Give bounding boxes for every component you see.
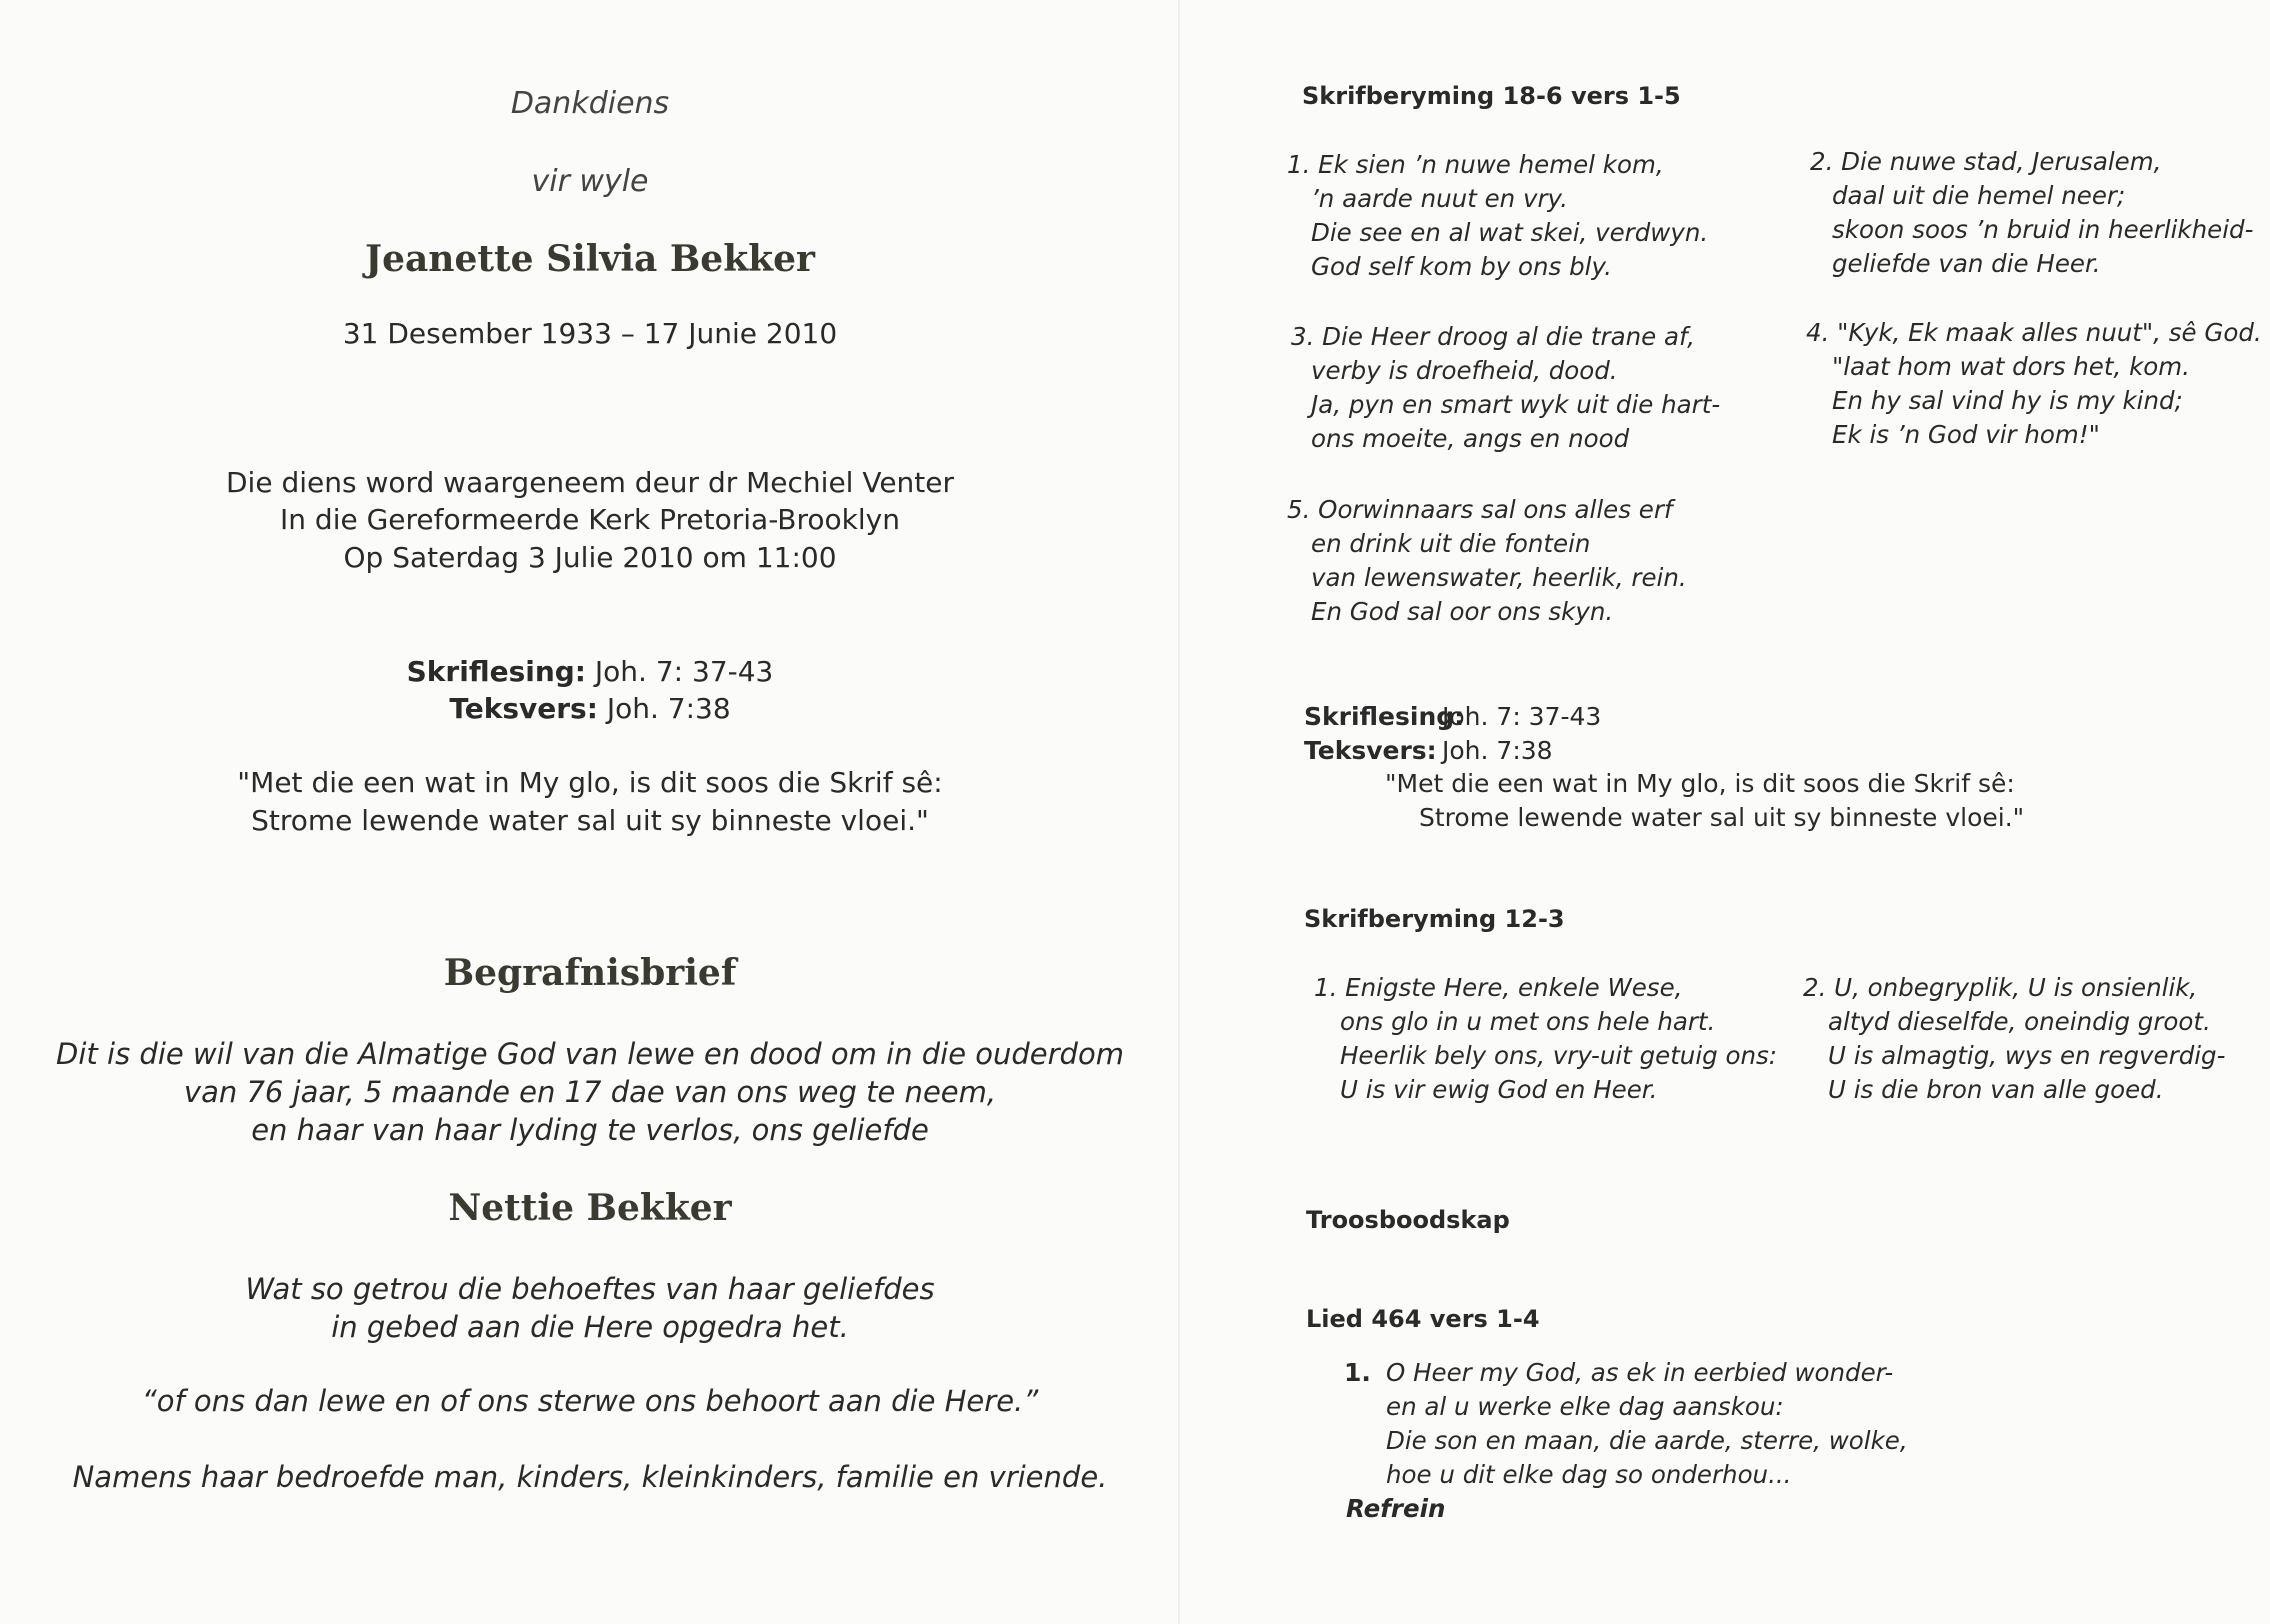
page-fold <box>1178 0 1180 1624</box>
refrein-label: Refrein <box>1346 1494 1446 1523</box>
troosboodskap-heading: Troosboodskap <box>1306 1206 1510 1234</box>
hymn2-title: Skrifberyming 12-3 <box>1304 905 1565 933</box>
lied-line-1: O Heer my God, as ek in eerbied wonder- <box>1386 1358 1894 1387</box>
service-line-3: Op Saterdag 3 Julie 2010 om 11:00 <box>343 541 837 574</box>
hymn1-v3-line-1: 3. Die Heer droog al die trane af, <box>1291 322 1695 351</box>
hymn2-v2-line-2: altyd dieselfde, oneindig groot. <box>1828 1007 2211 1036</box>
life-dates: 31 Desember 1933 – 17 Junie 2010 <box>342 317 838 350</box>
hymn1-v1-line-4: God self kom by ons bly. <box>1311 252 1612 281</box>
lied-title: Lied 464 vers 1-4 <box>1306 1305 1540 1333</box>
hymn1-v2-line-3: skoon soos ’n bruid in heerlikheid- <box>1832 215 2254 244</box>
hymn1-v2-line-2: daal uit die hemel neer; <box>1832 181 2126 210</box>
hymn1-v4-line-3: En hy sal vind hy is my kind; <box>1832 386 2183 415</box>
r-skriflesing-value: Joh. 7: 37-43 <box>1442 702 1602 731</box>
r-skriflesing-label: Skriflesing: <box>1304 702 1465 731</box>
scripture-quote: “of ons dan lewe en of ons sterwe ons behoort aan die Here.” <box>141 1384 1039 1418</box>
hymn2-v2-line-3: U is almagtig, wys en regverdig- <box>1828 1041 2226 1070</box>
hymn2-v1-line-2: ons glo in u met ons hele hart. <box>1340 1007 1716 1036</box>
hymn1-v5-line-2: en drink uit die fontein <box>1311 529 1591 558</box>
skriflesing-value: Joh. 7: 37-43 <box>594 655 774 688</box>
deceased-short-name: Nettie Bekker <box>448 1187 732 1229</box>
letter-line-2: van 76 jaar, 5 maande en 17 dae van ons weg te neem, <box>183 1075 997 1109</box>
hymn1-v1-line-1: 1. Ek sien ’n nuwe hemel kom, <box>1287 150 1664 179</box>
hymn1-v5-line-3: van lewenswater, heerlik, rein. <box>1311 563 1687 592</box>
hymn2-v2-line-1: 2. U, onbegryplik, U is onsienlik, <box>1803 973 2198 1002</box>
r-teksvers-value: Joh. 7:38 <box>1442 736 1553 765</box>
signoff: Namens haar bedroefde man, kinders, kleinkinders, familie en vriende. <box>72 1460 1108 1494</box>
hymn2-v2-line-4: U is die bron van alle goed. <box>1828 1075 2164 1104</box>
hymn1-title: Skrifberyming 18-6 vers 1-5 <box>1302 82 1681 110</box>
tribute-line-1: Wat so getrou die behoeftes van haar geliefdes <box>245 1272 935 1306</box>
heading-dankdiens: Dankdiens <box>510 86 670 121</box>
hymn2-v1-line-3: Heerlik bely ons, vry-uit getuig ons: <box>1340 1041 1778 1070</box>
lied-line-4: hoe u dit elke dag so onderhou... <box>1386 1460 1792 1489</box>
heading-begrafnisbrief: Begrafnisbrief <box>443 952 737 994</box>
service-line-2: In die Gereformeerde Kerk Pretoria-Brooklyn <box>280 503 900 536</box>
hymn2-v1-line-4: U is vir ewig God en Heer. <box>1340 1075 1658 1104</box>
skriflesing-label: Skriflesing: <box>406 655 587 688</box>
teksvers-label: Teksvers: <box>449 692 598 725</box>
hymn1-v4-line-1: 4. "Kyk, Ek maak alles nuut", sê God. <box>1806 318 2262 347</box>
hymn2-v1-line-1: 1. Enigste Here, enkele Wese, <box>1314 973 1683 1002</box>
hymn1-v5-line-1: 5. Oorwinnaars sal ons alles erf <box>1287 495 1673 524</box>
hymn1-v1-line-2: ’n aarde nuut en vry. <box>1311 184 1568 213</box>
teksvers-line <box>449 692 730 725</box>
hymn1-v2-line-4: geliefde van die Heer. <box>1832 249 2101 278</box>
skriflesing-line <box>407 655 774 688</box>
quote-line-1: "Met die een wat in My glo, is dit soos die Skrif sê: <box>237 766 943 799</box>
lied-line-2: en al u werke elke dag aanskou: <box>1386 1392 1784 1421</box>
hymn1-v2-line-1: 2. Die nuwe stad, Jerusalem, <box>1810 147 2162 176</box>
hymn1-v3-line-3: Ja, pyn en smart wyk uit die hart- <box>1311 390 1721 419</box>
quote-line-2: Strome lewende water sal uit sy binneste vloei." <box>251 804 929 837</box>
hymn1-v5-line-4: En God sal oor ons skyn. <box>1311 597 1614 626</box>
heading-vir-wyle: vir wyle <box>531 164 649 199</box>
hymn1-v4-line-2: "laat hom wat dors het, kom. <box>1832 352 2190 381</box>
r-quote-line-1: "Met die een wat in My glo, is dit soos die Skrif sê: <box>1385 769 2015 798</box>
letter-line-1: Dit is die wil van die Almatige God van lewe en dood om in die ouderdom <box>56 1037 1124 1071</box>
service-line-1: Die diens word waargeneem deur dr Mechiel Venter <box>225 466 955 499</box>
hymn1-v1-line-3: Die see en al wat skei, verdwyn. <box>1311 218 1709 247</box>
tribute-line-2: in gebed aan die Here opgedra het. <box>331 1310 849 1344</box>
hymn1-v3-line-2: verby is droefheid, dood. <box>1311 356 1618 385</box>
lied-verse-number: 1. <box>1344 1358 1371 1387</box>
hymn1-v3-line-4: ons moeite, angs en nood <box>1311 424 1630 453</box>
lied-line-3: Die son en maan, die aarde, sterre, wolke, <box>1386 1426 1908 1455</box>
r-teksvers-label: Teksvers: <box>1304 736 1437 765</box>
r-quote-line-2: Strome lewende water sal uit sy binneste vloei." <box>1419 803 2025 832</box>
letter-line-3: en haar van haar lyding te verlos, ons geliefde <box>251 1113 929 1147</box>
teksvers-value: Joh. 7:38 <box>606 692 731 725</box>
hymn1-v4-line-4: Ek is ’n God vir hom!" <box>1832 420 2100 449</box>
deceased-full-name: Jeanette Silvia Bekker <box>365 238 815 280</box>
